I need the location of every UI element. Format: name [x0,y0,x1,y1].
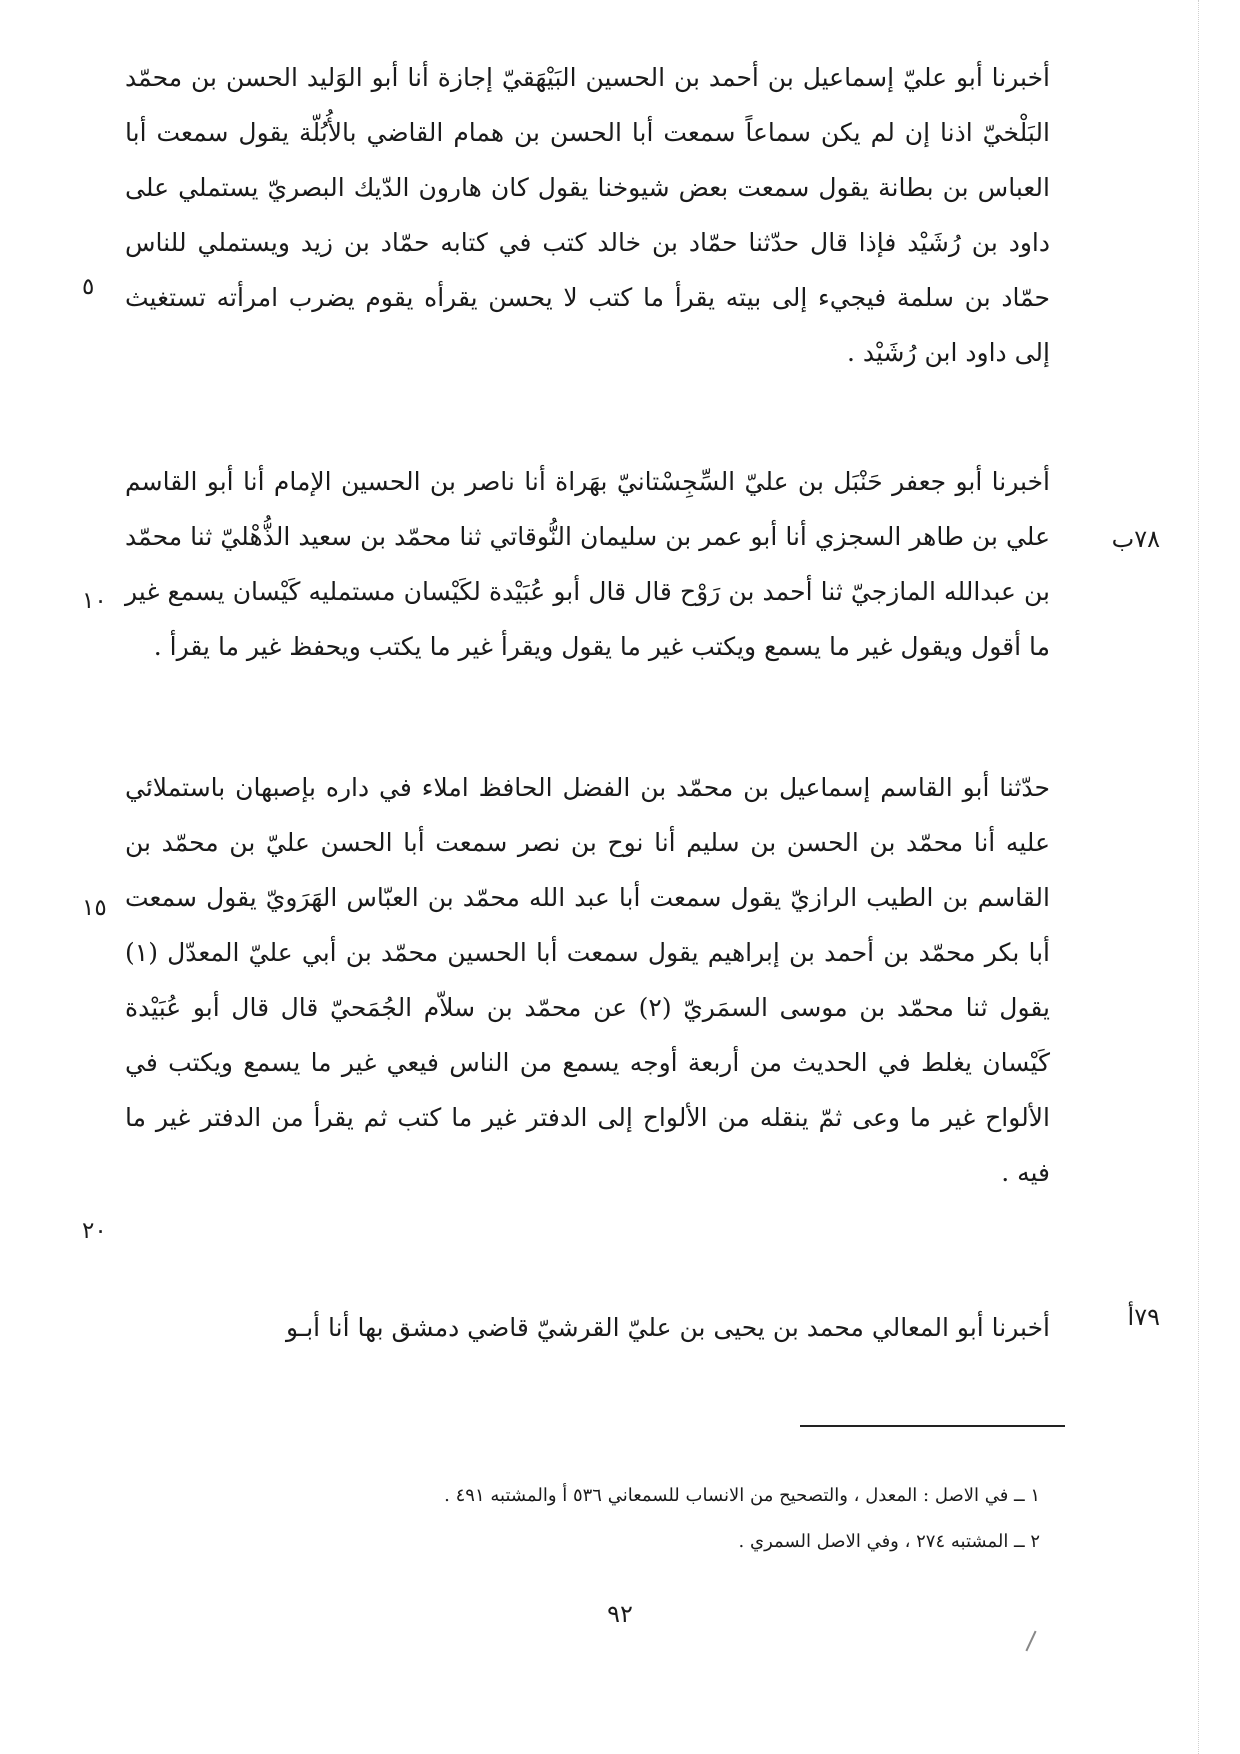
scan-edge-line [1198,0,1199,1754]
paragraph-1-text: أخبرنا أبو عليّ إسماعيل بن أحمد بن الحسين البَيْهَقيّ إجازة أنا أبو الوَليد الحسن بن محمّد البَلْخيّ اذنا إن لم يكن سماعاً سمعت أبا الحسن بن همام القاضي بالأُبُلّة يقول سمعت أبا العباس بن بطانة يقول سمعت بعض شيوخنا يقول كان هارون الدّيك البصريّ يستملي على داود بن رُشَيْد فإذا قال حدّثنا حمّاد بن خالد كتب في كتابه حمّاد بن زيد ويستملي للناس حمّاد بن سلمة فيجيء إلى بيته يقرأ ما كتب لا يحسن يقرأه يقوم يضرب امرأته تستغيث إلى داود ابن رُشَيْد . [125,63,1050,367]
footnote-2: ٢ ــ المشتبه ٢٧٤ ، وفي الاصل السمري . [738,1531,1040,1552]
paragraph-3 [125,760,1050,1200]
paragraph-2-text: أخبرنا أبو جعفر حَنْبَل بن عليّ السِّجِسْتانيّ بهَراة أنا ناصر بن الحسين الإمام أنا أبو القاسم علي بن طاهر السجزي أنا أبو عمر بن سليمان النُّوقاتي ثنا محمّد بن سعيد الذُّهْليّ ثنا محمّد بن عبدالله المازجيّ ثنا أحمد بن رَوْح قال قال أبو عُبَيْدة لكَيْسان مستمليه كَيْسان يسمع غير ما أقول ويقول غير ما يسمع ويكتب غير ما يقول ويقرأ غير ما يكتب ويحفظ غير ما يقرأ . [125,467,1050,661]
line-number-5: ٥ [82,274,95,300]
paragraph-4 [125,1300,1050,1355]
line-number-10: ١٠ [82,588,107,614]
paragraph-4-text: أخبرنا أبو المعالي محمد بن يحيى بن عليّ القرشيّ قاضي دمشق بها أنا أبـو [285,1313,1050,1342]
folio-mark-78b: ٧٨ب [1111,525,1160,553]
line-number-15: ١٥ [82,895,107,921]
paragraph-3-text: حدّثنا أبو القاسم إسماعيل بن محمّد بن الفضل الحافظ املاء في داره بإصبهان باستملائي عليه أنا محمّد بن الحسن بن سليم أنا نوح بن نصر سمعت أبا الحسن عليّ بن محمّد بن القاسم بن الطيب الرازيّ يقول سمعت أبا عبد الله محمّد بن العبّاس الهَرَويّ يقول سمعت أبا بكر محمّد بن أحمد بن إبراهيم يقول سمعت أبا الحسين محمّد بن أبي عليّ المعدّل (١) يقول ثنا محمّد بن موسى السمَريّ (٢) عن محمّد بن سلاّم الجُمَحيّ قال قال أبو عُبَيْدة كَيْسان يغلط في الحديث من أربعة أوجه يسمع من الناس فيعي غير ما يسمع ويكتب في الألواح غير ما وعى ثمّ ينقله من الألواح إلى الدفتر غير ما كتب ثم يقرأ من الدفتر غير ما فيه . [125,773,1050,1187]
line-number-20: ٢٠ [82,1218,107,1244]
paragraph-1 [125,50,1050,380]
footnote-1: ١ ــ في الاصل : المعدل ، والتصحيح من الانساب للسمعاني ٥٣٦ أ والمشتبه ٤٩١ . [444,1485,1040,1506]
scan-mark [1025,1631,1036,1652]
footnote-separator [800,1425,1065,1427]
folio-mark-79a: ٧٩أ [1127,1303,1160,1331]
page-number: ٩٢ [607,1600,633,1628]
paragraph-2 [125,454,1050,674]
